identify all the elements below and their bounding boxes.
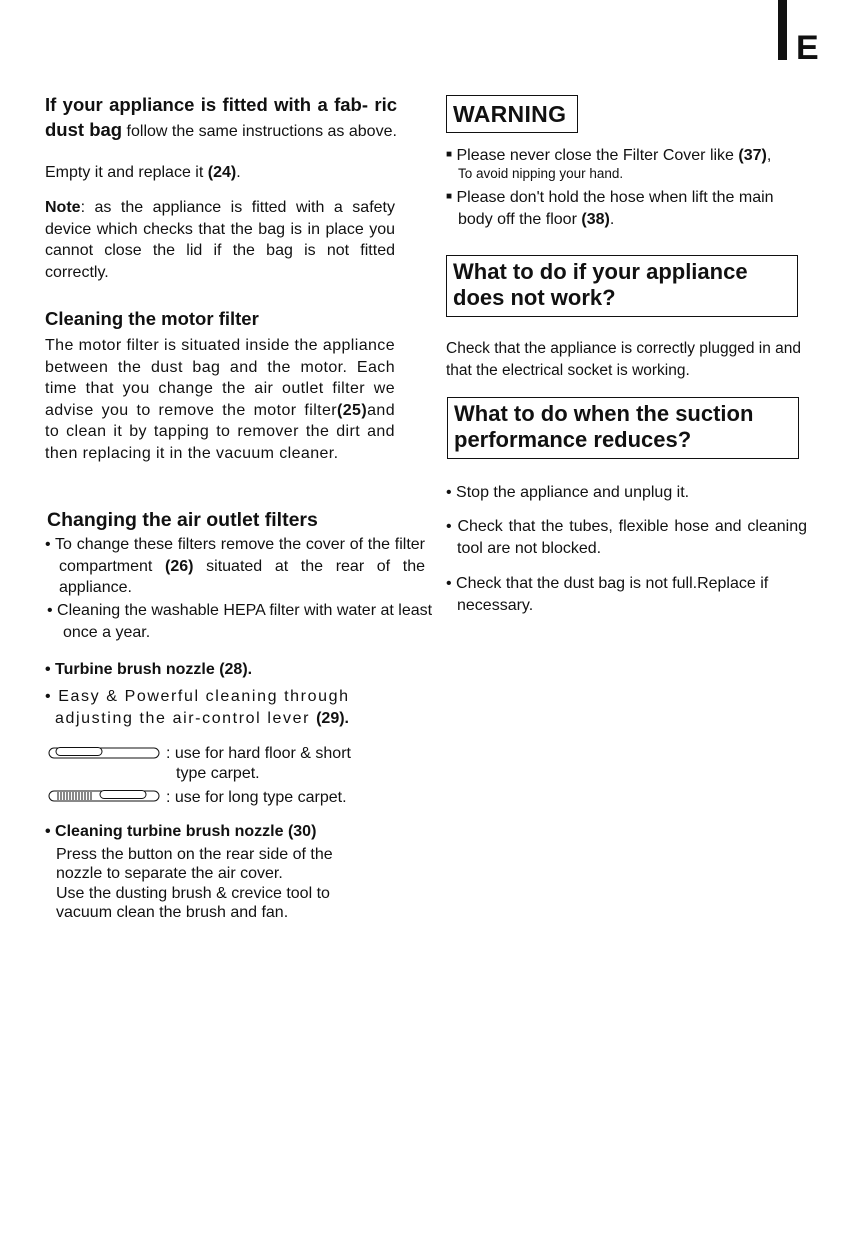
ref-24: (24) [207, 164, 237, 181]
empty-bag-text: Empty it and replace it [45, 164, 204, 181]
motor-filter-paragraph [45, 335, 395, 464]
square-bullet-icon: ■ [446, 191, 453, 202]
cleaning-turbine-line-2: nozzle to separate the air cover. [56, 865, 283, 882]
warning-item-2 [446, 186, 808, 230]
warning-item-2-text: Please don't hold the hose when lift the main body off the floor [456, 189, 774, 228]
motor-filter-text-a: The motor filter is situated inside the appliance between the dust bag and the motor. Each time that you change the air outlet filter we advise you to remove the motor filter [45, 337, 395, 419]
note-text: : as the appliance is fitted with a safety device which checks that the bag is in place you cannot close the lid if the bag is not fitted correctly. [45, 199, 395, 281]
square-bullet-icon: ■ [446, 149, 453, 160]
warning-item-1-sub: To avoid nipping your hand. [458, 166, 624, 181]
suction-item-1: • Stop the appliance and unplug it. [446, 484, 690, 501]
ref-25: (25) [337, 401, 368, 419]
fabric-bag-paragraph [45, 93, 397, 142]
warning-box [446, 95, 578, 133]
empty-bag-line [45, 162, 397, 184]
cleaning-turbine-line-4: vacuum clean the brush and fan. [56, 904, 289, 921]
suction-item-3: • Check that the dust bag is not full.Replace if necessary. [446, 575, 769, 614]
outlet-bullet-2: • Cleaning the washable HEPA filter with water at least once a year. [47, 602, 433, 641]
not-work-title-2: does not work? [453, 285, 616, 310]
warning-item-1-end: , [766, 147, 772, 164]
language-marker-bar [778, 0, 787, 60]
empty-bag-end: . [236, 164, 241, 181]
warning-item-1-text: Please never close the Filter Cover like [456, 147, 734, 164]
lever-hard-floor-icon [48, 747, 160, 759]
cleaning-turbine-line-3: Use the dusting brush & crevice tool to [56, 885, 330, 902]
note-label: Note [45, 199, 81, 216]
warning-item-1 [446, 144, 816, 167]
language-letter: E [796, 29, 819, 67]
outlet-bullet-1-text-a: • To change these filters remove the cover of the filter compartment [45, 536, 425, 575]
turbine-brush-heading: • Turbine brush nozzle (28). [45, 661, 253, 678]
cleaning-turbine-line-1: Press the button on the rear side of the [56, 846, 333, 863]
ref-38: (38) [581, 210, 610, 228]
outlet-bullet-1 [45, 534, 425, 599]
warning-title: WARNING [453, 101, 567, 127]
outlet-bullet-1-text-b: situated at the rear of the appliance. [59, 557, 426, 596]
suction-box [447, 397, 799, 459]
easy-cleaning-paragraph [45, 686, 395, 729]
note-paragraph [45, 197, 395, 283]
suction-title-1: What to do when the suction [454, 401, 754, 426]
suction-item-2: • Check that the tubes, flexible hose and cleaning tool are not blocked. [446, 518, 807, 557]
not-work-title-1: What to do if your appliance [453, 259, 748, 284]
not-work-box [446, 255, 798, 317]
motor-filter-text-b: and to clean it by tapping to remover the dirt and then replacing it in the vacuum cleaner. [45, 401, 395, 462]
outlet-filters-heading: Changing the air outlet filters [47, 509, 318, 531]
easy-cleaning-text: • Easy & Powerful cleaning through adjusting the air-control lever [45, 688, 350, 727]
fabric-bag-lead: If your appliance is fitted with a fab- ric dust bag [45, 94, 397, 140]
lever-hard-floor-text: : use for hard floor & short [166, 745, 351, 762]
not-work-text: Check that the appliance is correctly plugged in and that the electrical socket is working. [446, 340, 801, 379]
lever-long-carpet-text: : use for long type carpet. [166, 789, 347, 806]
fabric-bag-rest: follow the same instructions as above. [126, 122, 397, 140]
motor-filter-heading: Cleaning the motor filter [45, 308, 259, 329]
ref-37: (37) [738, 147, 767, 164]
cleaning-turbine-heading: • Cleaning turbine brush nozzle (30) [45, 823, 317, 840]
lever-hard-floor-text-2: type carpet. [176, 765, 260, 782]
ref-26: (26) [165, 557, 194, 575]
warning-item-2-end: . [609, 210, 615, 228]
lever-long-carpet-icon [48, 790, 160, 802]
ref-29: (29). [316, 709, 349, 727]
suction-title-2: performance reduces? [454, 427, 692, 452]
